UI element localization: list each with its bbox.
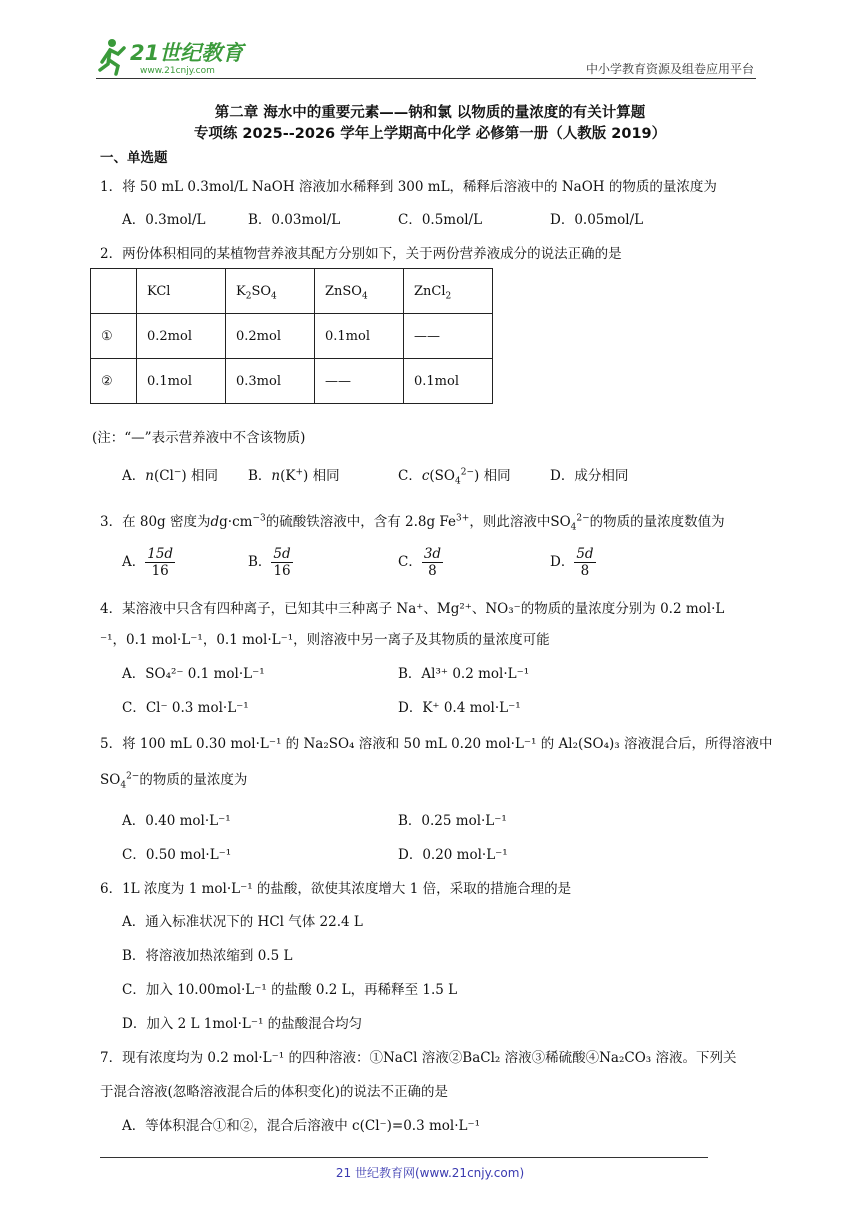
logo-main-text: 21世纪教育	[130, 41, 244, 65]
platform-label: 中小学教育资源及组卷应用平台	[585, 62, 754, 76]
logo-runner-icon	[96, 36, 258, 78]
table-cell: ——	[404, 314, 493, 359]
logo	[96, 36, 258, 78]
title-line-1: 第二章 海水中的重要元素——钠和氯 以物质的量浓度的有关计算题	[214, 105, 646, 121]
table-cell: ——	[315, 359, 404, 404]
q3-option-c: C． $\frac{3d}{8}$	[398, 546, 442, 579]
q7-stem-line-1: 7．现有浓度均为 0.2 mol·L⁻¹ 的四种溶液：①NaCl 溶液②BaCl₂ 溶液③稀硫酸④Na₂CO₃ 溶液。下列关	[100, 1050, 737, 1066]
q1-stem: 1．将 50 mL 0.3mol/L NaOH 溶液加水稀释到 300 mL，稀释后溶液中的 NaOH 的物质的量浓度为	[100, 179, 717, 195]
table-cell: ②	[91, 359, 137, 404]
q6-option-c: C．加入 10.00mol·L⁻¹ 的盐酸 0.2 L，再稀释至 1.5 L	[122, 982, 458, 998]
footer-link[interactable]: 21 世纪教育网(www.21cnjy.com)	[335, 1166, 525, 1180]
q7-stem-line-2: 于混合溶液(忽略溶液混合后的体积变化)的说法不正确的是	[100, 1084, 449, 1100]
q2-option-d: D．成分相同	[550, 468, 629, 484]
table-row	[91, 269, 493, 314]
q6-stem: 6．1L 浓度为 1 mol·L⁻¹ 的盐酸，欲使其浓度增大 1 倍，采取的措施合理的是	[100, 881, 572, 897]
q3-option-b: B． $\frac{5d}{16}$	[248, 546, 291, 579]
table-row	[91, 314, 493, 359]
q6-option-a: A．通入标准状况下的 HCl 气体 22.4 L	[122, 914, 363, 930]
q2-stem: 2．两份体积相同的某植物营养液其配方分别如下，关于两份营养液成分的说法正确的是	[100, 246, 622, 262]
q7-option-a: A．等体积混合①和②，混合后溶液中 c(Cl⁻)=0.3 mol·L⁻¹	[122, 1118, 481, 1134]
section-heading: 一、单选题	[100, 150, 168, 166]
q1-option-d: D．0.05mol/L	[550, 212, 644, 228]
q5-option-a: A．0.40 mol·L⁻¹	[122, 813, 231, 829]
q6-option-d: D．加入 2 L 1mol·L⁻¹ 的盐酸混合均匀	[122, 1016, 363, 1032]
q2-note: (注：“—”表示营养液中不含该物质)	[92, 430, 306, 446]
q5-stem-line-2: $SO_4^{2-}$的物质的量浓度为	[100, 771, 248, 791]
q5-stem-line-1: 5．将 100 mL 0.30 mol·L⁻¹ 的 Na₂SO₄ 溶液和 50 mL 0.20 mol·L⁻¹ 的 Al₂(SO₄)₃ 溶液混合后，所得溶液中	[100, 736, 773, 752]
q4-stem-line-2: ⁻¹，0.1 mol·L⁻¹，0.1 mol·L⁻¹，则溶液中另一离子及其物质的量浓度可能	[100, 632, 550, 648]
table-row	[91, 359, 493, 404]
header-divider	[96, 78, 756, 79]
q5-option-c: C．0.50 mol·L⁻¹	[122, 847, 232, 863]
table-cell: 0.2mol	[226, 314, 315, 359]
q1-option-c: C．0.5mol/L	[398, 212, 483, 228]
q3-option-a: A． $\frac{15d}{16}$	[122, 546, 174, 579]
table-cell: KCl	[137, 269, 226, 314]
logo-url-text: www.21cnjy.com	[140, 66, 215, 76]
q1-option-a: A．0.3mol/L	[122, 212, 206, 228]
q3-option-d: D． $\frac{5d}{8}$	[550, 546, 594, 579]
table-cell: 0.1mol	[315, 314, 404, 359]
q4-stem-line-1: 4．某溶液中只含有四种离子，已知其中三种离子 Na⁺、Mg²⁺、NO₃⁻的物质的量浓度分别为 0.2 mol·L	[100, 601, 725, 617]
footer-divider	[100, 1157, 708, 1158]
q4-option-c: C．Cl⁻ 0.3 mol·L⁻¹	[122, 700, 249, 716]
q5-option-d: D．0.20 mol·L⁻¹	[398, 847, 508, 863]
q6-option-b: B．将溶液加热浓缩到 0.5 L	[122, 948, 293, 964]
q3-stem: 3．在 80g 密度为$dg\cdot cm^{-3}$的硫酸铁溶液中，含有 2.8g $Fe^{3+}$，则此溶液中$SO_4^{2-}$的物质的量浓度数值为	[100, 513, 725, 533]
table-cell: ZnSO$_4$	[315, 269, 404, 314]
q4-option-d: D．K⁺ 0.4 mol·L⁻¹	[398, 700, 521, 716]
table-cell: 0.3mol	[226, 359, 315, 404]
table-cell: $K_2SO_4$	[226, 269, 315, 314]
table-cell: ①	[91, 314, 137, 359]
title-line-2: 专项练 2025--2026 学年上学期高中化学 必修第一册（人教版 2019）	[193, 126, 667, 142]
table-cell: 0.1mol	[404, 359, 493, 404]
q4-option-b: B．Al³⁺ 0.2 mol·L⁻¹	[398, 666, 530, 682]
table-cell: 0.1mol	[137, 359, 226, 404]
q2-option-a: A．n(Cl−) 相同	[122, 467, 218, 484]
table-cell	[91, 269, 137, 314]
q1-option-b: B．0.03mol/L	[248, 212, 341, 228]
q2-option-c: C．$c(SO_4^{2-})$ 相同	[398, 467, 511, 487]
table-cell: 0.2mol	[137, 314, 226, 359]
table-cell: ZnCl$_2$	[404, 269, 493, 314]
q2-option-b: B．n(K+) 相同	[248, 467, 340, 484]
q2-table	[90, 268, 493, 404]
q5-option-b: B．0.25 mol·L⁻¹	[398, 813, 507, 829]
q4-option-a: A．SO₄²⁻ 0.1 mol·L⁻¹	[122, 666, 265, 682]
